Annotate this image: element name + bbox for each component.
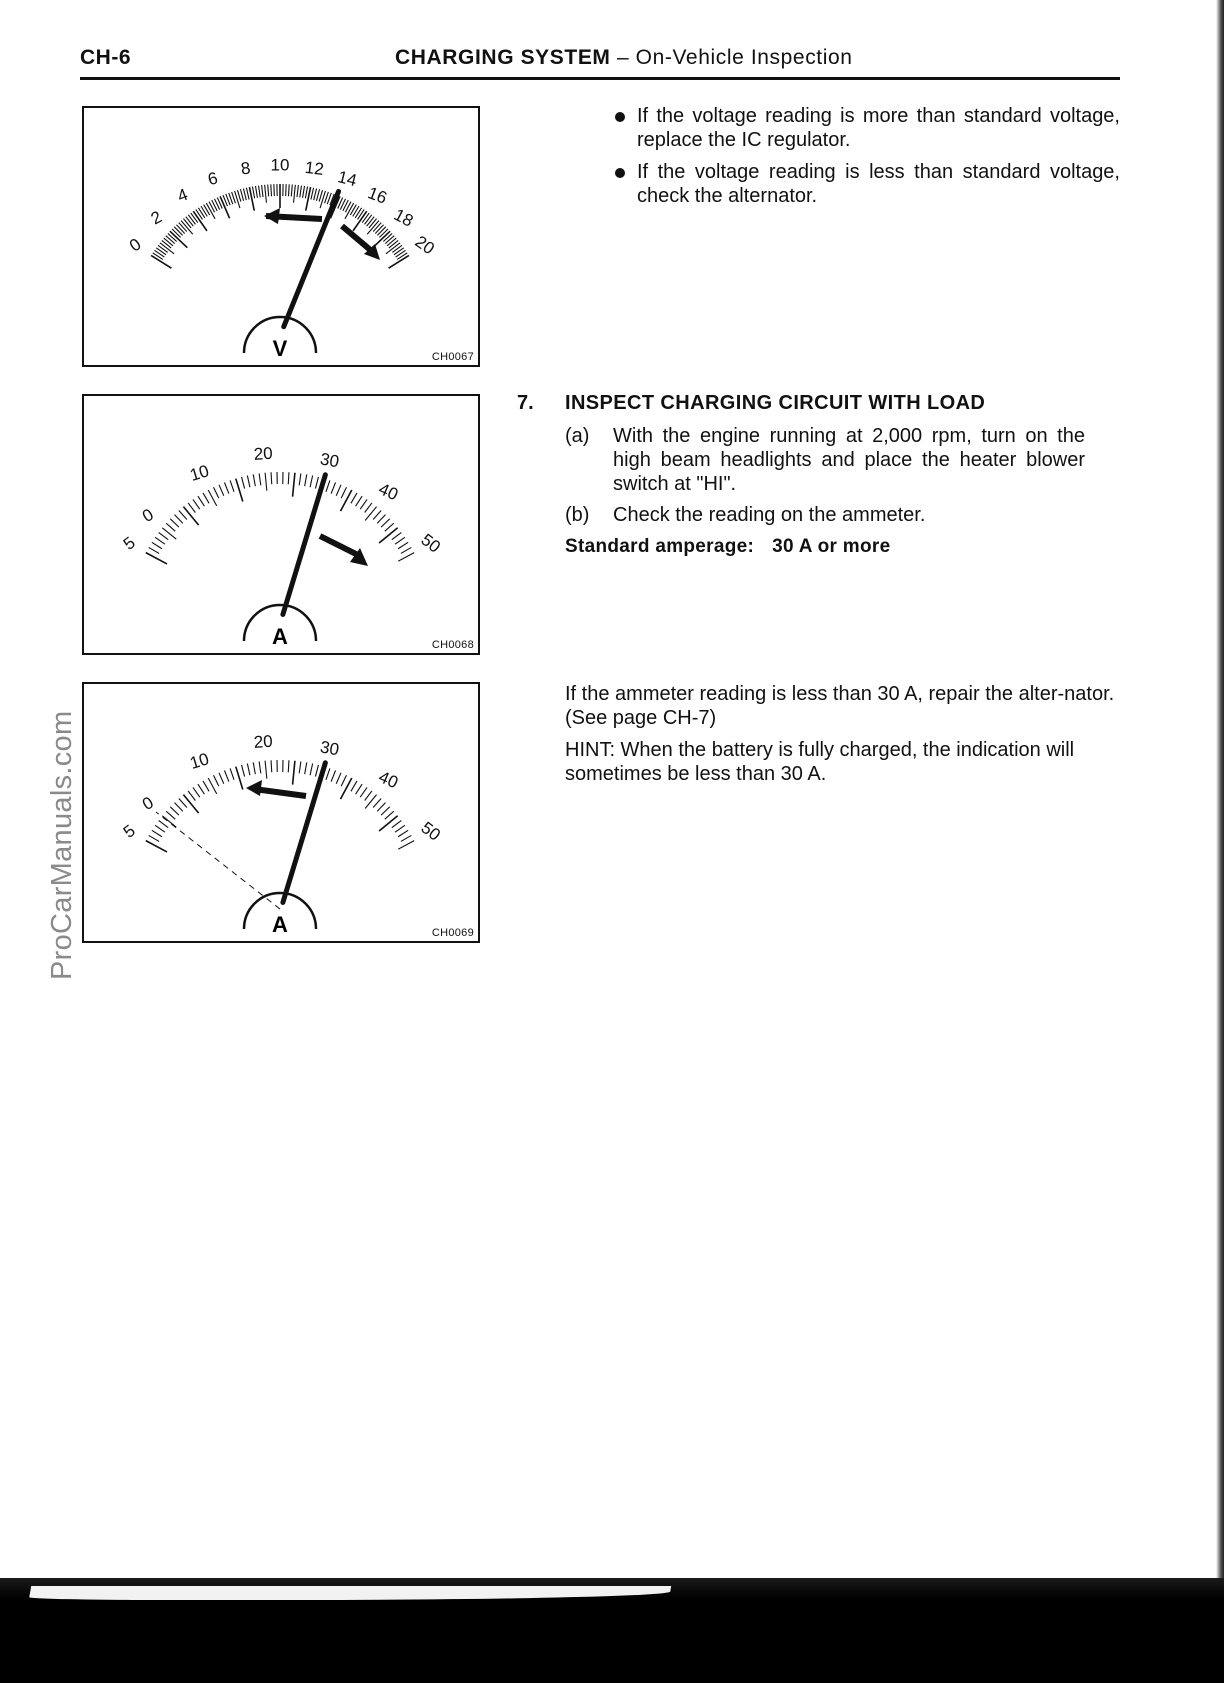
ammeter-scale-labels (120, 732, 444, 845)
ammeter-scale-ticks (146, 472, 414, 564)
scale-tick (373, 511, 381, 520)
header-rule (80, 77, 1120, 80)
scale-tick (392, 820, 402, 827)
arrow-left-head (264, 208, 280, 224)
scale-tick (203, 493, 209, 503)
scale-tick (259, 761, 261, 773)
arrow-left-head (246, 780, 262, 796)
voltage-result-bullets (612, 104, 1120, 216)
scale-tick (219, 485, 224, 496)
scale-tick (236, 767, 243, 790)
scale-label: 20 (253, 731, 274, 752)
figure-code: CH0068 (431, 639, 474, 651)
section-title: CHARGING SYSTEM (395, 46, 611, 69)
scale-tick (203, 781, 209, 791)
scale-tick (219, 773, 224, 784)
meter-unit-label: A (272, 912, 288, 937)
scale-tick (398, 553, 414, 561)
scale-label: 18 (390, 205, 417, 231)
scale-label: 6 (205, 168, 220, 190)
scale-tick (243, 188, 246, 200)
scale-label: 10 (187, 461, 212, 486)
standard-amperage (565, 536, 890, 558)
ammeter-figure-load (82, 394, 480, 655)
scale-tick (373, 223, 381, 232)
scale-tick (293, 761, 295, 785)
ammeter-needle (283, 763, 325, 903)
scale-tick (291, 184, 292, 196)
scale-tick (331, 482, 335, 493)
needle (283, 475, 325, 615)
scale-tick (392, 245, 402, 252)
scale-tick (198, 496, 204, 506)
scale-tick (351, 493, 357, 503)
scale-tick (288, 760, 289, 772)
scale-tick (183, 507, 198, 526)
scale-label: 5 (119, 532, 139, 554)
scale-tick (365, 503, 372, 513)
scale-tick (398, 841, 414, 849)
scale-tick (341, 487, 346, 498)
scale-tick (355, 208, 361, 218)
scale-tick (300, 186, 302, 198)
scale-tick (395, 537, 405, 544)
scale-tick (156, 248, 166, 255)
list-item (612, 104, 1120, 152)
scale-tick (383, 233, 392, 241)
needle (283, 763, 325, 903)
needle (284, 191, 339, 326)
scale-tick (362, 213, 369, 223)
scale-tick (247, 764, 250, 776)
scale-tick (350, 205, 356, 215)
scale-tick (351, 781, 357, 791)
hint-note: HINT: When the battery is fully charged, the indication will sometimes be less than 30 A. (565, 739, 1075, 785)
scale-label: 12 (303, 157, 325, 180)
scale-tick (230, 768, 234, 779)
scale-tick (331, 770, 335, 781)
needle-rest-position (156, 812, 280, 909)
scale-tick (360, 499, 367, 509)
standard-label: Standard amperage: (565, 536, 755, 557)
scale-tick (401, 835, 411, 841)
scale-tick (252, 187, 254, 199)
scale-tick (259, 186, 261, 198)
page-code: CH-6 (80, 46, 132, 69)
scale-tick (146, 841, 167, 852)
scale-tick (268, 184, 269, 196)
standard-value: 30 A or more (772, 536, 891, 557)
scale-tick (174, 515, 182, 524)
scale-label: 50 (417, 530, 444, 557)
scale-tick (152, 830, 162, 836)
list-item (612, 160, 1120, 208)
scale-tick (305, 474, 307, 486)
scale-tick (311, 188, 314, 200)
scale-tick (398, 542, 408, 548)
scale-tick (159, 532, 169, 539)
scale-label: 20 (253, 443, 274, 464)
scale-tick (297, 185, 298, 197)
ammeter-needle (283, 475, 325, 615)
scale-tick (315, 477, 318, 489)
scale-tick (303, 186, 305, 198)
scale-tick (179, 223, 187, 232)
scale-tick (341, 775, 346, 786)
scale-tick (293, 473, 295, 497)
scale-tick (246, 188, 249, 200)
meter-unit-label: A (272, 624, 288, 649)
scale-tick (336, 485, 341, 496)
scale-tick (381, 807, 390, 815)
arrow-right-icon (320, 536, 360, 556)
scale-tick (188, 215, 195, 225)
scale-label: 5 (119, 820, 139, 842)
scale-tick (392, 532, 402, 539)
scale-tick (265, 185, 267, 203)
scale-label: 14 (335, 167, 359, 191)
scale-tick (320, 191, 325, 208)
scale-tick (198, 784, 204, 794)
scale-tick (154, 250, 164, 257)
scale-label: 30 (318, 737, 341, 760)
page-header (0, 0, 1224, 90)
scale-label: 50 (417, 818, 444, 845)
scale-tick (265, 473, 267, 491)
voltmeter-dial (84, 108, 478, 365)
scale-tick (299, 761, 301, 773)
scale-tick (315, 765, 318, 777)
step-item-b (565, 503, 1085, 527)
scale-tick (236, 479, 243, 502)
ammeter-scale-labels (120, 444, 444, 557)
scale-tick (381, 519, 390, 527)
scale-label: 20 (411, 231, 438, 259)
scale-tick (168, 233, 177, 241)
scale-tick (183, 795, 198, 814)
bullet-icon (615, 112, 625, 122)
scale-tick (353, 206, 359, 216)
voltmeter-needle (284, 191, 339, 326)
arrow-right-icon (342, 226, 374, 253)
step-item-label: (a) (565, 425, 590, 447)
scale-tick (149, 835, 159, 841)
voltmeter-figure (82, 106, 480, 367)
scale-tick (164, 238, 173, 246)
scale-tick (214, 487, 219, 498)
scale-tick (310, 476, 313, 488)
scale-tick (179, 799, 187, 808)
scale-tick (193, 499, 200, 509)
bullet-icon (615, 168, 625, 178)
scale-label: 30 (318, 449, 341, 472)
scale-tick (162, 240, 171, 248)
scale-tick (385, 811, 394, 819)
scale-label: 2 (147, 207, 166, 229)
figure-code: CH0067 (431, 351, 474, 363)
scale-tick (152, 542, 162, 548)
scale-tick (188, 503, 195, 513)
bullet-text: If the voltage reading is more than standard voltage, replace the IC regulator. (637, 105, 1120, 151)
page-title (395, 46, 853, 70)
scale-tick (166, 811, 175, 819)
scale-tick (310, 764, 313, 776)
scale-label: 16 (365, 183, 390, 208)
ammeter-dial (84, 396, 478, 653)
scale-tick (159, 820, 169, 827)
scale-tick (353, 211, 367, 231)
scale-tick (237, 190, 240, 202)
scan-edge-bottom (0, 1578, 1224, 1683)
scale-tick (149, 547, 159, 553)
scale-tick (326, 768, 330, 779)
scale-tick (204, 205, 210, 215)
scale-tick (193, 787, 200, 797)
scale-tick (196, 209, 203, 219)
scale-tick (253, 762, 255, 774)
scale-tick (375, 225, 383, 234)
scale-tick (247, 476, 250, 488)
scale-tick (242, 477, 245, 489)
scale-tick (358, 209, 365, 219)
scale-tick (230, 480, 234, 491)
scale-tick (377, 515, 385, 524)
scale-tick (151, 255, 171, 268)
scale-tick (183, 219, 191, 228)
ammeter-figure-charged (82, 682, 480, 943)
scale-tick (314, 188, 317, 200)
scale-tick (397, 253, 407, 260)
scale-label: 8 (239, 158, 252, 179)
scale-tick (299, 473, 301, 485)
scale-label: 10 (270, 155, 290, 175)
repair-note: If the ammeter reading is less than 30 A, repair the alter-nator. (See page CH-7) (565, 683, 1115, 729)
scale-tick (394, 248, 404, 255)
scale-tick (395, 825, 405, 832)
scale-tick (235, 191, 240, 208)
scale-tick (265, 761, 267, 779)
scale-tick (214, 775, 219, 786)
scale-label: 0 (125, 234, 145, 256)
scale-tick (191, 213, 198, 223)
watermark: ProCarManuals.com (46, 710, 78, 980)
ammeter-scale-ticks (146, 760, 414, 852)
scale-tick (288, 184, 289, 196)
step-item-text: With the engine running at 2,000 rpm, turn on the high beam headlights and place the heater blower switch at "HI". (613, 425, 1085, 495)
scale-tick (340, 490, 351, 511)
scale-tick (379, 816, 398, 831)
scale-tick (188, 791, 195, 801)
bullet-text: If the voltage reading is less than standard voltage, check the alternator. (637, 161, 1120, 207)
scale-tick (379, 229, 388, 237)
scale-tick (170, 519, 179, 527)
scale-tick (201, 206, 207, 216)
scale-tick (271, 472, 272, 484)
scale-tick (259, 473, 261, 485)
scale-tick (242, 765, 245, 777)
scale-tick (158, 245, 168, 252)
scale-tick (319, 190, 322, 202)
scale-tick (224, 770, 228, 781)
scale-tick (389, 255, 409, 268)
scale-tick (153, 253, 163, 260)
scale-tick (186, 217, 193, 226)
scale-tick (336, 773, 341, 784)
scale-tick (385, 523, 394, 531)
scale-label: 40 (375, 479, 401, 505)
scale-tick (253, 474, 255, 486)
scale-tick (174, 227, 182, 236)
scale-tick (179, 511, 187, 520)
step-title: INSPECT CHARGING CIRCUIT WITH LOAD (565, 392, 986, 414)
scale-label: 10 (187, 749, 212, 774)
scale-tick (193, 211, 207, 231)
scale-tick (172, 229, 181, 237)
scale-tick (326, 480, 330, 491)
scale-tick (262, 185, 263, 197)
scale-tick (379, 528, 398, 543)
scale-tick (240, 189, 243, 201)
scale-label: 40 (375, 767, 401, 793)
scale-tick (360, 787, 367, 797)
section-subtitle: – On-Vehicle Inspection (610, 46, 853, 69)
arrow-left-icon (254, 789, 306, 796)
scale-label: 0 (138, 504, 157, 527)
scale-tick (365, 791, 372, 801)
scale-label: 4 (174, 184, 191, 207)
scale-tick (166, 523, 175, 531)
scale-tick (305, 187, 307, 199)
scale-tick (377, 803, 385, 812)
scale-tick (271, 184, 272, 196)
scale-tick (174, 803, 182, 812)
step-item-a (565, 424, 1085, 496)
scale-tick (389, 240, 398, 248)
meter-unit-label: V (272, 336, 288, 361)
scale-tick (155, 537, 165, 544)
scale-tick (398, 830, 408, 836)
scale-tick (387, 238, 396, 246)
needle-swing-arrows (320, 536, 368, 566)
ammeter-dial (84, 684, 478, 941)
scale-tick (170, 807, 179, 815)
scale-tick (198, 208, 204, 218)
scale-tick (146, 553, 167, 564)
scan-edge-right (1216, 0, 1224, 1580)
scale-tick (377, 227, 385, 236)
scale-tick (364, 215, 371, 225)
scale-tick (316, 189, 319, 201)
figure-code: CH0069 (431, 927, 474, 939)
scale-tick (396, 250, 406, 257)
scale-tick (356, 784, 362, 794)
scale-tick (176, 225, 184, 234)
scale-tick (224, 482, 228, 493)
scale-tick (340, 778, 351, 799)
scale-tick (255, 186, 257, 198)
scale-tick (155, 825, 165, 832)
scale-label: 0 (138, 792, 157, 815)
needle-swing-arrows (246, 780, 306, 796)
scale-tick (373, 799, 381, 808)
step-item-label: (b) (565, 504, 590, 526)
scale-tick (367, 217, 374, 226)
scale-tick (369, 219, 377, 228)
scale-tick (356, 496, 362, 506)
scale-tick (166, 236, 175, 244)
scale-tick (305, 762, 307, 774)
step-number: 7. (517, 392, 534, 414)
scale-tick (401, 547, 411, 553)
scale-tick (294, 185, 296, 203)
scale-tick (385, 236, 394, 244)
step-item-text: Check the reading on the ammeter. (613, 504, 926, 526)
scale-tick (288, 472, 289, 484)
scale-tick (271, 760, 272, 772)
